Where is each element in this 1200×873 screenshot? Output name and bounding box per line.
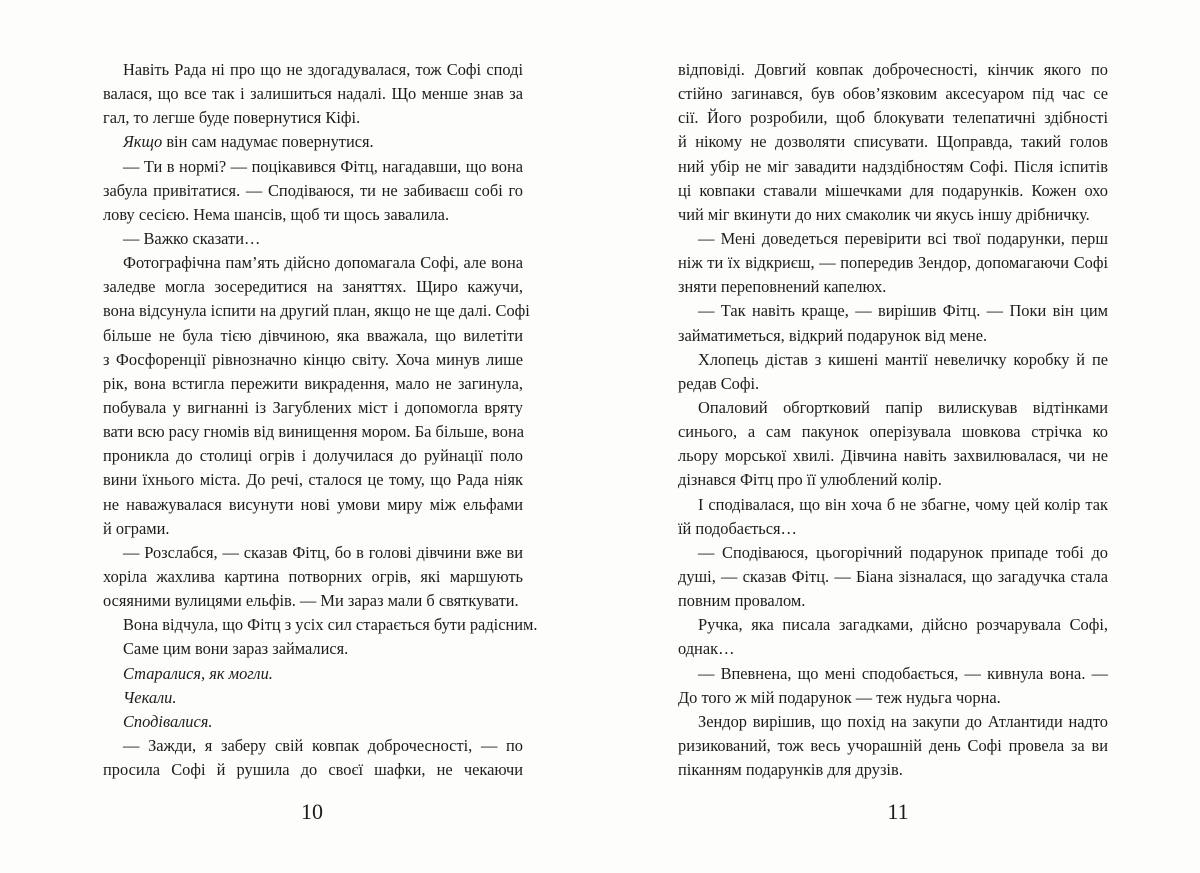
- text-line: забула привітатися. — Сподіваюся, ти не забиваєш собі го: [103, 180, 523, 200]
- text-line: побувала у вигнанні із Загублених міст і допомогла вряту: [103, 397, 523, 417]
- text-line: редав Софі.: [678, 373, 760, 393]
- text-line: Сподівалися.: [123, 711, 213, 731]
- text-line: Хлопець дістав з кишені мантії невеличку коробку й пе: [698, 349, 1108, 369]
- text-line: Вона відчула, що Фітц з усіх сил старається бути радісним.: [123, 615, 538, 635]
- text-line: ніж ти їх відкриєш, — попередив Зендор, допомагаючи Софі: [678, 253, 1108, 273]
- text-line: осяяними вулицями ельфів. — Ми зараз мали б святкувати.: [103, 591, 519, 611]
- text-line: Опаловий обгортковий папір вилискував відтінками: [698, 397, 1108, 417]
- text-line: — Так навіть краще, — вирішив Фітц. — Поки він цим: [698, 301, 1108, 321]
- text-line: — Розслабся, — сказав Фітц, бо в голові дівчини вже ви: [123, 542, 523, 562]
- text-line: — Мені доведеться перевірити всі твої подарунки, перш: [698, 228, 1108, 248]
- text-line: валася, що все так і залишиться надалі. Що менше знав за: [103, 84, 523, 104]
- text-line: більше не була тією дівчиною, яка вважала, що вилетіти: [103, 325, 523, 345]
- text-line: займатиметься, відкрий подарунок від мене.: [678, 325, 988, 345]
- text-line: проникла до столиці огрів і долучилася до руйнації поло: [103, 446, 523, 466]
- text-line: рік, вона встигла пережити викрадення, мало не загинула,: [103, 373, 523, 393]
- text-line: — Ти в нормі? — поцікавився Фітц, нагадавши, що вона: [123, 156, 523, 176]
- text-line: Фотографічна пам’ять дійсно допомагала Софі, але вона: [123, 253, 523, 273]
- text-line: ний убір не міг завадити надздібностям Софі. Після іспитів: [678, 156, 1108, 176]
- text-line: До того ж мій подарунок — теж нудьга чорна.: [678, 687, 1001, 707]
- text-line: вати всю расу гномів від винищення мором. Ба більше, вона: [103, 422, 524, 442]
- text-line: вона відсунула іспити на другий план, якщо не ще далі. Софі: [103, 301, 530, 321]
- text-line: — Впевнена, що мені сподобається, — кивнула вона. —: [698, 663, 1108, 683]
- text-line: — Важко сказати…: [123, 228, 261, 248]
- right-page: [678, 58, 1108, 782]
- text-line: вини їхнього міста. До речі, сталося це тому, що Рада ніяк: [103, 470, 523, 490]
- text-line: душі, — сказав Фітц. — Біана зізналася, що загадучка стала: [678, 566, 1108, 586]
- text-line: відповіді. Довгий ковпак доброчесності, кінчик якого по: [678, 60, 1108, 79]
- text-line: не наважувалася висунути нові умови миру між ельфами: [103, 494, 523, 514]
- text-line: лову сесією. Нема шансів, щоб ти щось завалила.: [103, 204, 450, 224]
- page-number-right: 11: [887, 799, 909, 824]
- text-line: однак…: [678, 639, 735, 659]
- text-line: Саме цим вони зараз займалися.: [123, 639, 349, 659]
- text-line: Чекали.: [123, 687, 177, 707]
- text-line: їй подобається…: [678, 518, 797, 538]
- text-line: хоріла жахлива картина потворних огрів, які маршують: [103, 566, 523, 586]
- text-line: Старалися, як могли.: [123, 663, 273, 683]
- text-line: Навіть Рада ні про що не здогадувалася, тож Софі споді: [123, 60, 523, 79]
- text-line: ці ковпаки ставали мішечками для подарунків. Кожен охо: [678, 180, 1108, 200]
- text-line: заледве могла зосередитися на заняттях. Щиро кажучи,: [103, 277, 523, 297]
- text-line: дізнався Фітц про її улюблений колір.: [678, 470, 942, 490]
- text-line: ризикований, тож весь учорашній день Софі провела за ви: [678, 735, 1108, 755]
- text-line: й нікому не дозволяти списувати. Щоправда, такий голов: [678, 132, 1108, 152]
- text-line: льору морської хвилі. Дівчина навіть захвилювалася, чи не: [678, 446, 1108, 466]
- text-line: піканням подарунків для друзів.: [678, 760, 903, 780]
- text-line: синього, а сам пакунок оперізувала шовкова стрічка ко: [678, 422, 1108, 442]
- text-line: з Фосфоренції рівнозначно кінцю світу. Хоча минув лише: [103, 349, 523, 369]
- text-line: Ручка, яка писала загадками, дійсно розчарувала Софі,: [698, 615, 1108, 635]
- text-line: зняти переповнений капелюх.: [678, 277, 887, 297]
- left-page: [103, 58, 538, 782]
- text-line: І сподівалася, що він хоча б не збагне, чому цей колір так: [698, 494, 1108, 514]
- text-line: Зендор вирішив, що похід на закупи до Атлантиди надто: [698, 711, 1108, 731]
- text-line: сії. Його розробили, щоб блокувати телепатичні здібності: [678, 108, 1108, 128]
- text-line: повним провалом.: [678, 591, 806, 611]
- text-line: чий міг вкинути до них смаколик чи якусь іншу дрібничку.: [678, 204, 1090, 224]
- page-number-left: 10: [301, 799, 323, 824]
- text-line: — Сподіваюся, цьогорічний подарунок припаде тобі до: [698, 542, 1108, 562]
- text-line: стійно загинався, був обов’язковим аксесуаром під час се: [678, 84, 1108, 104]
- text-line: просила Софі й рушила до своєї шафки, не чекаючи: [103, 760, 523, 780]
- text-line: гал, то легше буде повернутися Кіфі.: [103, 108, 361, 128]
- text-line: Якщо він сам надумає повернутися.: [123, 132, 374, 152]
- text-line: — Зажди, я заберу свій ковпак доброчесності, — по: [123, 735, 523, 755]
- text-line: й ограми.: [103, 518, 170, 538]
